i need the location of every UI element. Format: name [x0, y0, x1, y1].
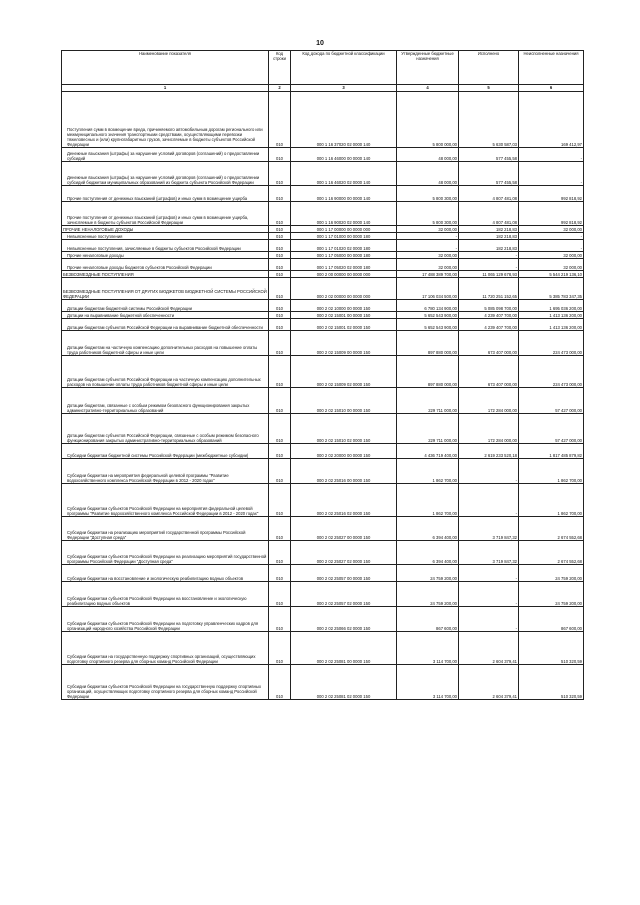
- row-name-cell: Невыясненные поступления, зачисляемые в бюджеты субъектов Российской Федерации: [62, 240, 269, 252]
- row-income-code-cell: 000 2 02 10000 00 0000 150: [291, 300, 397, 312]
- row-approved-cell: 1 862 700,00: [397, 484, 459, 517]
- table-row: [62, 92, 584, 148]
- row-executed-cell: -: [459, 252, 519, 259]
- table-row: [62, 233, 584, 240]
- column-number: 4: [397, 85, 459, 92]
- row-approved-cell: 17 106 034 500,00: [397, 278, 459, 300]
- row-unexecuted-cell: 1 862 700,00: [519, 459, 584, 484]
- header-executed: Исполнено: [459, 51, 519, 85]
- table-row: [62, 240, 584, 252]
- row-approved-cell: 32 000,00: [397, 226, 459, 233]
- row-approved-cell: 867 600,00: [397, 607, 459, 632]
- header-income-code: Код дохода по бюджетной классификации: [291, 51, 397, 85]
- row-name-cell: Субсидии бюджетам субъектов Российской Федерации на восстановление и экологическую реабилитацию водных объектов: [62, 582, 269, 607]
- row-income-code-cell: 000 2 02 25016 00 0000 150: [291, 459, 397, 484]
- row-unexecuted-cell: 867 600,00: [519, 607, 584, 632]
- table-row: [62, 356, 584, 388]
- table-row: [62, 444, 584, 459]
- row-approved-cell: 897 880 000,00: [397, 356, 459, 388]
- row-executed-cell: 11 720 251 152,65: [459, 278, 519, 300]
- row-name-cell: Дотации на выравнивание бюджетной обеспеченности: [62, 312, 269, 319]
- row-executed-cell: 4 239 407 700,00: [459, 319, 519, 331]
- table-row: [62, 162, 584, 186]
- row-unexecuted-cell: 24 759 200,00: [519, 565, 584, 582]
- header-approved: Утвержденные бюджетные назначения: [397, 51, 459, 85]
- row-executed-cell: 673 407 000,00: [459, 331, 519, 356]
- row-income-code-cell: 000 1 16 46020 02 0000 140: [291, 162, 397, 186]
- row-approved-cell: 32 000,00: [397, 259, 459, 271]
- row-name-cell: БЕЗВОЗМЕЗДНЫЕ ПОСТУПЛЕНИЯ ОТ ДРУГИХ БЮДЖЕТОВ БЮДЖЕТНОЙ СИСТЕМЫ РОССИЙСКОЙ ФЕДЕРАЦИИ: [62, 278, 269, 300]
- row-approved-cell: 3 114 700,00: [397, 632, 459, 665]
- row-approved-cell: 897 880 000,00: [397, 331, 459, 356]
- row-executed-cell: 2 604 379,41: [459, 632, 519, 665]
- row-unexecuted-cell: 5 385 783 347,35: [519, 278, 584, 300]
- row-line-code-cell: 010: [269, 444, 291, 459]
- row-name-cell: Дотации бюджетам бюджетной системы Российской Федерации: [62, 300, 269, 312]
- row-executed-cell: 2 604 379,41: [459, 665, 519, 700]
- row-unexecuted-cell: 1 413 136 200,00: [519, 319, 584, 331]
- row-name-cell: Прочие неналоговые доходы бюджетов субъектов Российской Федерации: [62, 259, 269, 271]
- row-unexecuted-cell: 1 695 036 200,00: [519, 300, 584, 312]
- row-line-code-cell: 010: [269, 186, 291, 202]
- row-name-cell: Субсидии бюджетам субъектов Российской Федерации на реализацию мероприятий государственной программы Российской Федерации "Доступная среда": [62, 541, 269, 565]
- table-row: [62, 632, 584, 665]
- row-approved-cell: 6 780 134 900,00: [397, 300, 459, 312]
- table-row: [62, 300, 584, 312]
- row-line-code-cell: 010: [269, 541, 291, 565]
- row-approved-cell: -: [397, 233, 459, 240]
- row-unexecuted-cell: 1 817 485 879,82: [519, 444, 584, 459]
- row-executed-cell: 182 218,83: [459, 226, 519, 233]
- row-unexecuted-cell: 992 818,92: [519, 186, 584, 202]
- row-approved-cell: 24 759 200,00: [397, 565, 459, 582]
- row-income-code-cell: 000 2 02 15001 00 0000 150: [291, 312, 397, 319]
- row-line-code-cell: 010: [269, 607, 291, 632]
- row-line-code-cell: 010: [269, 312, 291, 319]
- row-executed-cell: -: [459, 565, 519, 582]
- row-name-cell: Дотации бюджетам субъектов Российской Федерации, связанные с особым режимом безопасного функционирования закрытых административно-территориальных образований: [62, 414, 269, 444]
- table-row: [62, 517, 584, 541]
- row-unexecuted-cell: 224 473 000,00: [519, 356, 584, 388]
- row-approved-cell: 4 436 719 400,00: [397, 444, 459, 459]
- row-approved-cell: 5 800 300,00: [397, 186, 459, 202]
- row-executed-cell: 4 807 481,08: [459, 186, 519, 202]
- row-executed-cell: 182 218,83: [459, 233, 519, 240]
- table-row: [62, 459, 584, 484]
- row-income-code-cell: 000 2 02 25081 00 0000 150: [291, 632, 397, 665]
- row-unexecuted-cell: 169 412,97: [519, 92, 584, 148]
- row-approved-cell: 32 000,00: [397, 252, 459, 259]
- row-name-cell: Субсидии бюджетам на восстановление и экологическую реабилитацию водных объектов: [62, 565, 269, 582]
- row-line-code-cell: 010: [269, 388, 291, 414]
- row-line-code-cell: 010: [269, 252, 291, 259]
- row-executed-cell: -: [459, 484, 519, 517]
- row-income-code-cell: 000 2 02 00000 00 0000 000: [291, 278, 397, 300]
- table-row: [62, 414, 584, 444]
- table-row: [62, 665, 584, 700]
- row-approved-cell: 229 711 000,00: [397, 414, 459, 444]
- row-executed-cell: 172 284 000,00: [459, 388, 519, 414]
- table-row: [62, 148, 584, 162]
- row-unexecuted-cell: 992 818,92: [519, 202, 584, 226]
- row-unexecuted-cell: -: [519, 148, 584, 162]
- header-name: Наименование показателя: [62, 51, 269, 85]
- row-executed-cell: 172 284 000,00: [459, 414, 519, 444]
- row-income-code-cell: 000 2 02 25066 02 0000 150: [291, 607, 397, 632]
- row-unexecuted-cell: -: [519, 162, 584, 186]
- table-row: [62, 259, 584, 271]
- row-unexecuted-cell: 24 759 200,00: [519, 582, 584, 607]
- row-name-cell: ПРОЧИЕ НЕНАЛОГОВЫЕ ДОХОДЫ: [62, 226, 269, 233]
- row-executed-cell: 5 630 587,03: [459, 92, 519, 148]
- row-line-code-cell: 010: [269, 278, 291, 300]
- table-row: [62, 388, 584, 414]
- row-income-code-cell: 000 1 16 90020 02 0000 140: [291, 202, 397, 226]
- row-line-code-cell: 010: [269, 414, 291, 444]
- row-line-code-cell: 010: [269, 665, 291, 700]
- row-line-code-cell: 010: [269, 259, 291, 271]
- row-line-code-cell: 010: [269, 233, 291, 240]
- row-line-code-cell: 010: [269, 300, 291, 312]
- row-executed-cell: 673 407 000,00: [459, 356, 519, 388]
- row-approved-cell: 229 711 000,00: [397, 388, 459, 414]
- table-row: [62, 312, 584, 319]
- row-approved-cell: 5 652 543 900,00: [397, 312, 459, 319]
- row-unexecuted-cell: -: [519, 233, 584, 240]
- row-income-code-cell: 000 2 02 25016 02 0000 150: [291, 484, 397, 517]
- row-unexecuted-cell: 510 320,59: [519, 632, 584, 665]
- row-unexecuted-cell: 2 674 552,68: [519, 541, 584, 565]
- column-number: 1: [62, 85, 269, 92]
- row-name-cell: Субсидии бюджетам субъектов Российской Федерации на подготовку управленческих кадров для организаций народного хозяйства Российской Федерации: [62, 607, 269, 632]
- row-name-cell: Субсидии бюджетам на мероприятия федеральной целевой программы "Развитие водохозяйственного комплекса Российской Федерации в 2012 - 2020 годах": [62, 459, 269, 484]
- row-name-cell: Прочие поступления от денежных взысканий (штрафов) и иных сумм в возмещение ущерба: [62, 186, 269, 202]
- table-header-row: [62, 51, 584, 85]
- row-executed-cell: 182 218,83: [459, 240, 519, 252]
- row-income-code-cell: 000 2 02 15009 02 0000 150: [291, 356, 397, 388]
- row-approved-cell: -: [397, 240, 459, 252]
- row-income-code-cell: 000 1 16 46000 00 0000 140: [291, 148, 397, 162]
- row-executed-cell: 4 807 481,08: [459, 202, 519, 226]
- row-line-code-cell: 010: [269, 240, 291, 252]
- row-line-code-cell: 010: [269, 632, 291, 665]
- row-income-code-cell: 000 2 00 00000 00 0000 000: [291, 271, 397, 278]
- row-name-cell: Денежные взыскания (штрафы) за нарушение условий договоров (соглашений) о предоставлении субсидий бюджетам муниципальных образований из бюджета субъекта Российской Федерации: [62, 162, 269, 186]
- row-line-code-cell: 010: [269, 271, 291, 278]
- row-approved-cell: 5 652 543 900,00: [397, 319, 459, 331]
- row-income-code-cell: 000 2 02 15010 02 0000 150: [291, 414, 397, 444]
- row-executed-cell: -: [459, 607, 519, 632]
- row-name-cell: Невыясненные поступления: [62, 233, 269, 240]
- row-approved-cell: 24 759 200,00: [397, 582, 459, 607]
- row-income-code-cell: 000 1 16 90000 00 0000 140: [291, 186, 397, 202]
- table-row: [62, 319, 584, 331]
- row-name-cell: Субсидии бюджетам бюджетной системы Российской Федерации (межбюджетные субсидии): [62, 444, 269, 459]
- row-executed-cell: -: [459, 259, 519, 271]
- row-name-cell: Дотации бюджетам на частичную компенсацию дополнительных расходов на повышение оплаты труда работников бюджетной сферы и иные цели: [62, 331, 269, 356]
- row-income-code-cell: 000 1 17 00000 00 0000 000: [291, 226, 397, 233]
- row-name-cell: Дотации бюджетам субъектов Российской Федерации на частичную компенсацию дополнительных расходов на повышение оплаты труда работников бюджетной сферы и иные цели: [62, 356, 269, 388]
- row-line-code-cell: 010: [269, 226, 291, 233]
- row-line-code-cell: 010: [269, 148, 291, 162]
- row-executed-cell: -: [459, 582, 519, 607]
- table-row: [62, 278, 584, 300]
- row-income-code-cell: 000 1 17 01000 00 0000 180: [291, 233, 397, 240]
- row-name-cell: Прочие поступления от денежных взысканий (штрафов) и иных сумм в возмещение ущерба, зачисляемые в бюджеты субъектов Российской Федерации: [62, 202, 269, 226]
- row-unexecuted-cell: 57 427 000,00: [519, 414, 584, 444]
- row-line-code-cell: 010: [269, 331, 291, 356]
- column-number: 6: [519, 85, 584, 92]
- row-unexecuted-cell: 32 000,00: [519, 226, 584, 233]
- row-income-code-cell: 000 2 02 25081 02 0000 150: [291, 665, 397, 700]
- row-line-code-cell: 010: [269, 565, 291, 582]
- row-line-code-cell: 010: [269, 92, 291, 148]
- row-executed-cell: 577 455,58: [459, 148, 519, 162]
- row-name-cell: Дотации бюджетам, связанные с особым режимом безопасного функционирования закрытых административно-территориальных образований: [62, 388, 269, 414]
- row-line-code-cell: 010: [269, 356, 291, 388]
- row-approved-cell: 17 488 389 700,00: [397, 271, 459, 278]
- row-approved-cell: 1 862 700,00: [397, 459, 459, 484]
- row-name-cell: Денежные взыскания (штрафы) за нарушение условий договоров (соглашений) о предоставлении субсидий: [62, 148, 269, 162]
- row-line-code-cell: 010: [269, 319, 291, 331]
- header-unexecuted: Неисполненные назначения: [519, 51, 584, 85]
- page-number: 10: [316, 40, 324, 47]
- header-line-code: Код строки: [269, 51, 291, 85]
- row-approved-cell: 5 800 000,00: [397, 92, 459, 148]
- row-unexecuted-cell: 32 000,00: [519, 252, 584, 259]
- table-row: [62, 226, 584, 233]
- row-income-code-cell: 000 2 02 25027 02 0000 150: [291, 541, 397, 565]
- row-income-code-cell: 000 2 02 25057 02 0000 150: [291, 582, 397, 607]
- row-approved-cell: 48 000,00: [397, 162, 459, 186]
- row-executed-cell: 3 719 847,32: [459, 517, 519, 541]
- table-row: [62, 582, 584, 607]
- row-line-code-cell: 010: [269, 517, 291, 541]
- table-row: [62, 484, 584, 517]
- column-number: 2: [269, 85, 291, 92]
- row-executed-cell: 5 085 098 700,00: [459, 300, 519, 312]
- table-row: [62, 252, 584, 259]
- row-approved-cell: 48 000,00: [397, 148, 459, 162]
- row-executed-cell: 577 455,58: [459, 162, 519, 186]
- row-income-code-cell: 000 2 02 15009 00 0000 150: [291, 331, 397, 356]
- row-executed-cell: 3 719 847,32: [459, 541, 519, 565]
- table-row: [62, 541, 584, 565]
- column-number: 3: [291, 85, 397, 92]
- row-name-cell: Субсидии бюджетам на реализацию мероприятий государственной программы Российской Федерации "Доступная среда": [62, 517, 269, 541]
- row-income-code-cell: 000 2 02 25057 00 0000 150: [291, 565, 397, 582]
- row-executed-cell: 4 239 407 700,00: [459, 312, 519, 319]
- table-row: [62, 271, 584, 278]
- row-line-code-cell: 010: [269, 202, 291, 226]
- row-line-code-cell: 010: [269, 459, 291, 484]
- row-name-cell: Поступления сумм в возмещение вреда, причиняемого автомобильным дорогам регионального или межмуниципального значения транспортными средствами, осуществляющими перевозки тяжеловесных и (или) крупногабаритных грузов, зачисляемые в бюджеты субъектов Российской Федерации: [62, 92, 269, 148]
- table-row: [62, 186, 584, 202]
- row-unexecuted-cell: 224 473 000,00: [519, 331, 584, 356]
- row-name-cell: Дотации бюджетам субъектов Российской Федерации на выравнивание бюджетной обеспеченности: [62, 319, 269, 331]
- row-income-code-cell: 000 2 02 25027 00 0000 150: [291, 517, 397, 541]
- row-income-code-cell: 000 1 17 01020 02 0000 180: [291, 240, 397, 252]
- row-unexecuted-cell: 1 862 700,00: [519, 484, 584, 517]
- row-approved-cell: 5 800 300,00: [397, 202, 459, 226]
- row-income-code-cell: 000 1 16 37020 02 0000 140: [291, 92, 397, 148]
- row-name-cell: Прочие неналоговые доходы: [62, 252, 269, 259]
- income-report-table: [61, 50, 584, 700]
- column-number: 5: [459, 85, 519, 92]
- row-executed-cell: 2 619 233 520,18: [459, 444, 519, 459]
- row-name-cell: Субсидии бюджетам субъектов Российской Федерации на государственную поддержку спортивных организаций, осуществляющих подготовку спортивного резерва для сборных команд Российской Федерации: [62, 665, 269, 700]
- column-number-row: [62, 85, 584, 92]
- row-approved-cell: 3 114 700,00: [397, 665, 459, 700]
- table-row: [62, 202, 584, 226]
- row-approved-cell: 6 394 400,00: [397, 541, 459, 565]
- row-name-cell: БЕЗВОЗМЕЗДНЫЕ ПОСТУПЛЕНИЯ: [62, 271, 269, 278]
- row-income-code-cell: 000 2 02 20000 00 0000 150: [291, 444, 397, 459]
- row-income-code-cell: 000 2 02 15010 00 0000 150: [291, 388, 397, 414]
- table-row: [62, 607, 584, 632]
- row-line-code-cell: 010: [269, 162, 291, 186]
- row-line-code-cell: 010: [269, 582, 291, 607]
- table-row: [62, 565, 584, 582]
- row-income-code-cell: 000 2 02 15001 02 0000 150: [291, 319, 397, 331]
- row-income-code-cell: 000 1 17 05000 00 0000 180: [291, 252, 397, 259]
- table-body: [62, 92, 584, 700]
- row-unexecuted-cell: 1 413 136 200,00: [519, 312, 584, 319]
- row-unexecuted-cell: 57 427 000,00: [519, 388, 584, 414]
- table-row: [62, 331, 584, 356]
- row-unexecuted-cell: 32 000,00: [519, 259, 584, 271]
- row-unexecuted-cell: 510 320,59: [519, 665, 584, 700]
- row-unexecuted-cell: 5 544 219 136,10: [519, 271, 584, 278]
- row-unexecuted-cell: 2 674 552,68: [519, 517, 584, 541]
- row-unexecuted-cell: -: [519, 240, 584, 252]
- row-line-code-cell: 010: [269, 484, 291, 517]
- row-name-cell: Субсидии бюджетам субъектов Российской Федерации на мероприятия федеральной целевой программы "Развитие водохозяйственного комплекса Российской Федерации в 2012 - 2020 годах": [62, 484, 269, 517]
- row-approved-cell: 6 394 400,00: [397, 517, 459, 541]
- row-name-cell: Субсидии бюджетам на государственную поддержку спортивных организаций, осуществляющих подготовку спортивного резерва для сборных команд Российской Федерации: [62, 632, 269, 665]
- row-executed-cell: 11 065 129 678,93: [459, 271, 519, 278]
- row-income-code-cell: 000 1 17 05020 02 0000 180: [291, 259, 397, 271]
- row-executed-cell: -: [459, 459, 519, 484]
